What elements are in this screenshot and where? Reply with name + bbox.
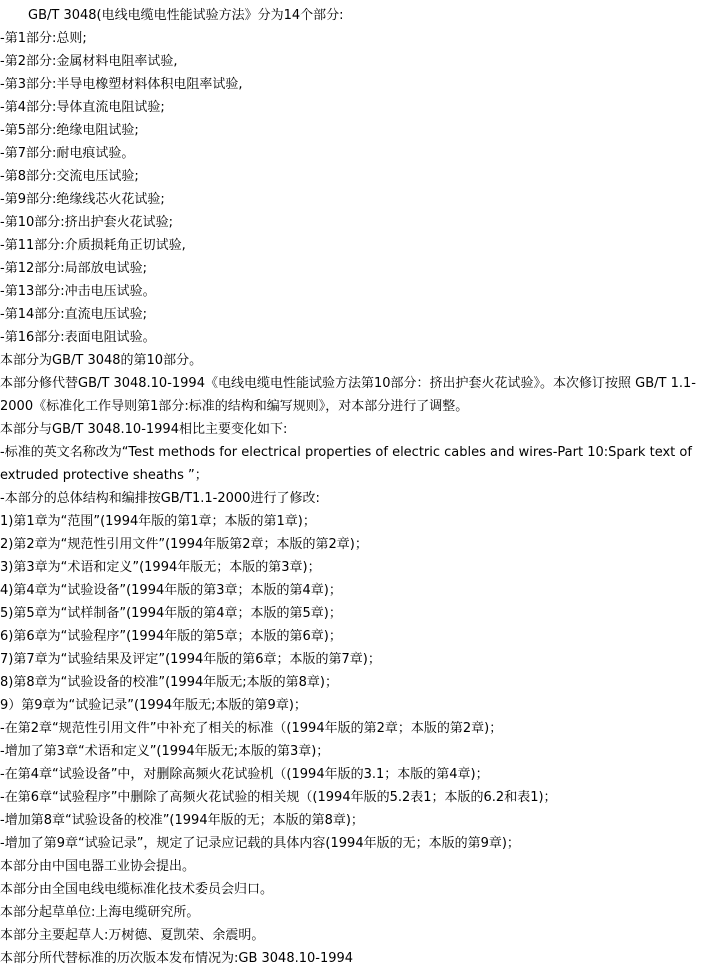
list-item: 6)第6章为“试验程序”(1994年版的第5章；本版的第6章)； xyxy=(0,629,342,644)
list-item: -第11部分:介质损耗角正切试验, xyxy=(0,238,186,253)
list-item: -第7部分:耐电痕试验。 xyxy=(0,146,135,161)
list-item: 8)第8章为“试验设备的校准”(1994年版无;本版的第8章)； xyxy=(0,675,338,690)
replaces-paragraph: 本部分修代替GB/T 3048.10-1994《电线电缆电性能试验方法第10部分：挤出护套火花试验》。本次修订按照 GB/T 1.1-2000《标准化工作导则第1部分:标准的结构和编写规则》，对本部分进行了调整。 xyxy=(0,376,696,414)
chapters-list xyxy=(0,510,715,717)
list-item: -第3部分:半导电橡塑材料体积电阻率试验, xyxy=(0,77,243,92)
list-item: -在第2章“规范性引用文件”中补充了相关的标准（(1994年版的第2章；本版的第2章)； xyxy=(0,721,503,736)
intro-line: GB/T 3048(电线电缆电性能试验方法》分为14个部分: xyxy=(28,8,344,23)
footer-notes xyxy=(0,855,715,970)
list-item: -增加了第3章“术语和定义”(1994年版无;本版的第3章)； xyxy=(0,744,330,759)
this-part-line: 本部分为GB/T 3048的第10部分。 xyxy=(0,353,203,368)
list-item: -第1部分:总则; xyxy=(0,31,87,46)
list-item: -第13部分:冲击电压试验。 xyxy=(0,284,156,299)
list-item: 1)第1章为“范围”(1994年版的第1章；本版的第1章)； xyxy=(0,514,316,529)
list-item: -第2部分:金属材料电阻率试验, xyxy=(0,54,178,69)
footer-line: 本部分起草单位:上海电缆研究所。 xyxy=(0,905,200,920)
list-item: -第16部分:表面电阻试验。 xyxy=(0,330,156,345)
list-item: -第10部分:挤出护套火花试验; xyxy=(0,215,173,230)
footer-line: 本部分所代替标准的历次版本发布情况为:GB 3048.10-1994 xyxy=(0,951,354,966)
structure-note-line: -本部分的总体结构和编排按GB/T1.1-2000进行了修改: xyxy=(0,491,320,506)
list-item: -第5部分:绝缘电阻试验; xyxy=(0,123,139,138)
list-item: -第9部分:绝缘线芯火花试验; xyxy=(0,192,165,207)
list-item: 3)第3章为“术语和定义”(1994年版无；本版的第3章)； xyxy=(0,560,321,575)
list-item: 5)第5章为“试样制备”(1994年版的第4章；本版的第5章)； xyxy=(0,606,342,621)
list-item: 4)第4章为“试验设备”(1994年版的第3章；本版的第4章)； xyxy=(0,583,342,598)
list-item: -增加了第9章“试验记录”，规定了记录应记载的具体内容(1994年版的无；本版的第9章)； xyxy=(0,836,520,851)
list-item: 9）第9章为“试验记录”(1994年版无;本版的第9章)； xyxy=(0,698,307,713)
footer-line: 本部分主要起草人:万树德、夏凯荣、余震明。 xyxy=(0,928,265,943)
list-item: -第12部分:局部放电试验; xyxy=(0,261,147,276)
list-item: -第4部分:导体直流电阻试验; xyxy=(0,100,165,115)
footer-line: 本部分由全国电线电缆标准化技术委员会归口。 xyxy=(0,882,274,897)
list-item: -第8部分:交流电压试验; xyxy=(0,169,139,184)
list-item: 2)第2章为“规范性引用文件”(1994年版第2章；本版的第2章)； xyxy=(0,537,368,552)
list-item: -在第6章“试验程序”中删除了高频火花试验的相关规（(1994年版的5.2表1；本版的6.2和表1)； xyxy=(0,790,557,805)
list-item: 7)第7章为“试验结果及评定”(1994年版的第6章；本版的第7章)； xyxy=(0,652,381,667)
parts-list xyxy=(0,27,715,349)
list-item: -增加第8章“试验设备的校准”(1994年版的无；本版的第8章)； xyxy=(0,813,364,828)
footer-line: 本部分由中国电器工业协会提出。 xyxy=(0,859,196,874)
english-name-paragraph: -标准的英文名称改为“Test methods for electrical properties of electric cables and wires-Part 10:Spark text of extruded protective sheaths ”； xyxy=(0,445,692,483)
list-item: -第14部分:直流电压试验; xyxy=(0,307,147,322)
changes-intro-line: 本部分与GB/T 3048.10-1994相比主要变化如下: xyxy=(0,422,288,437)
details-list xyxy=(0,717,715,855)
list-item: -在第4章“试验设备”中，对删除高频火花试验机（(1994年版的3.1；本版的第4章)； xyxy=(0,767,489,782)
